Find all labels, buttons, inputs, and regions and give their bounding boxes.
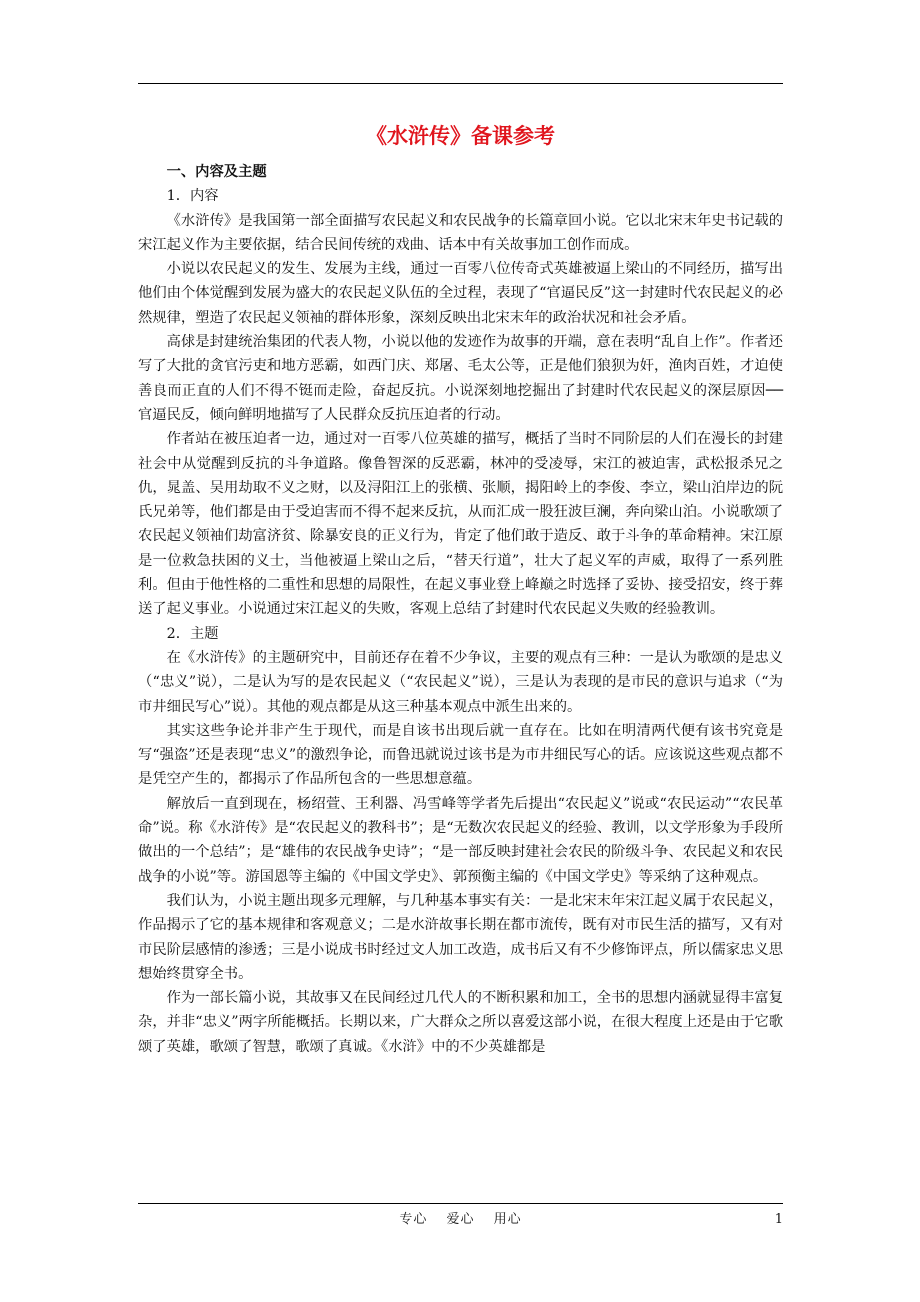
footer-rule <box>138 1203 783 1204</box>
header-rule <box>138 83 783 84</box>
paragraph: 高俅是封建统治集团的代表人物，小说以他的发迹作为故事的开端，意在表明“乱自上作”。作者还写了大批的贪官污吏和地方恶霸，如西门庆、郑屠、毛太公等，正是他们狼狈为奸，渔肉百姓，才迫使善良而正直的人们不得不铤而走险，奋起反抗。小说深刻地挖掘出了封建时代农民起义的深层原因──官逼民反，倾向鲜明地描写了人民群众反抗压迫者的行动。 <box>138 334 783 423</box>
paragraph: 作为一部长篇小说，其故事又在民间经过几代人的不断积累和加工，全书的思想内涵就显得丰富复杂，并非“忠义”两字所能概括。长期以来，广大群众之所以喜爱这部小说，在很大程度上还是由于它歌颂了英雄，歌颂了智慧，歌颂了真诚。《水浒》中的不少英雄都是 <box>138 990 783 1055</box>
paragraph: 《水浒传》是我国第一部全面描写农民起义和农民战争的长篇章回小说。它以北宋末年史书记载的宋江起义作为主要依据，结合民间传统的戏曲、话本中有关故事加工创作而成。 <box>138 212 783 253</box>
paragraph: 小说以农民起义的发生、发展为主线，通过一百零八位传奇式英雄被逼上梁山的不同经历，描写出他们由个体觉醒到发展为盛大的农民起义队伍的全过程，表现了“官逼民反”这一封建时代农民起义的必然规律，塑造了农民起义领袖的群体形象，深刻反映出北宋末年的政治状况和社会矛盾。 <box>138 261 783 326</box>
paragraph: 我们认为，小说主题出现多元理解，与几种基本事实有关：一是北宋末年宋江起义属于农民起义，作品揭示了它的基本规律和客观意义；二是水浒故事长期在都市流传，既有对市民生活的描写，又有对市民阶层感情的渗透；三是小说成书时经过文人加工改造，成书后又有不少修饰评点，所以儒家忠义思想始终贯穿全书。 <box>138 892 783 982</box>
document-body <box>138 160 783 1059</box>
page-footer <box>138 1208 783 1232</box>
paragraph: 解放后一直到现在，杨绍萱、王利器、冯雪峰等学者先后提出“农民起义”说或“农民运动”“农民革命”说。称《水浒传》是“农民起义的教科书”；是“无数次农民起义的经验、教训，以文学形象为手段所做出的一个总结”；是“雄伟的农民战争史诗”；“是一部反映封建社会农民的阶级斗争、农民起义和农民战争的小说”等。游国恩等主编的《中国文学史》、郭预衡主编的《中国文学史》等采纳了这种观点。 <box>138 795 783 885</box>
section-heading: 一、内容及主题 <box>166 164 267 180</box>
paragraph: 作者站在被压迫者一边，通过对一百零八位英雄的描写，概括了当时不同阶层的人们在漫长的封建社会中从觉醒到反抗的斗争道路。像鲁智深的反恶霸，林冲的受凌辱，宋江的被迫害，武松报杀兄之仇，晁盖、吴用劫取不义之财，以及浔阳江上的张横、张顺，揭阳岭上的李俊、李立，梁山泊岸边的阮氏兄弟等，他们都是由于受迫害而不得不起来反抗，从而汇成一股狂波巨澜，奔向梁山泊。小说歌颂了农民起义领袖们劫富济贫、除暴安良的正义行为，肯定了他们敢于造反、敢于斗争的革命精神。宋江原是一位救急扶困的义士，当他被逼上梁山之后，“替天行道”，壮大了起义军的声威，取得了一系列胜利。但由于他性格的二重性和思想的局限性，在起义事业登上峰巅之时选择了妥协、接受招安，终于葬送了起义事业。小说通过宋江起义的失败，客观上总结了封建时代农民起义失败的经验教训。 <box>138 431 783 618</box>
subsection-heading-theme: 2．主题 <box>166 625 219 642</box>
paragraph: 在《水浒传》的主题研究中，目前还存在着不少争议，主要的观点有三种：一是认为歌颂的是忠义（“忠义”说），二是认为写的是农民起义（“农民起义”说），三是认为表现的是市民的意识与追求（“为市井细民写心”说）。其他的观点都是从这三种基本观点中派生出来的。 <box>138 649 783 715</box>
page-number: 1 <box>774 1212 783 1227</box>
paragraph: 其实这些争论并非产生于现代，而是自该书出现后就一直存在。比如在明清两代便有该书究竟是写“强盗”还是表现“忠义”的激烈争论，而鲁迅就说过该书是为市井细民写心的话。应该说这些观点都不是凭空产生的，都揭示了作品所包含的一些思想意蕴。 <box>138 722 783 788</box>
footer-motto: 专心 爱心 用心 <box>399 1212 522 1227</box>
page-title: 《水浒传》备课参考 <box>366 123 555 148</box>
subsection-heading-content: 1．内容 <box>166 188 219 205</box>
